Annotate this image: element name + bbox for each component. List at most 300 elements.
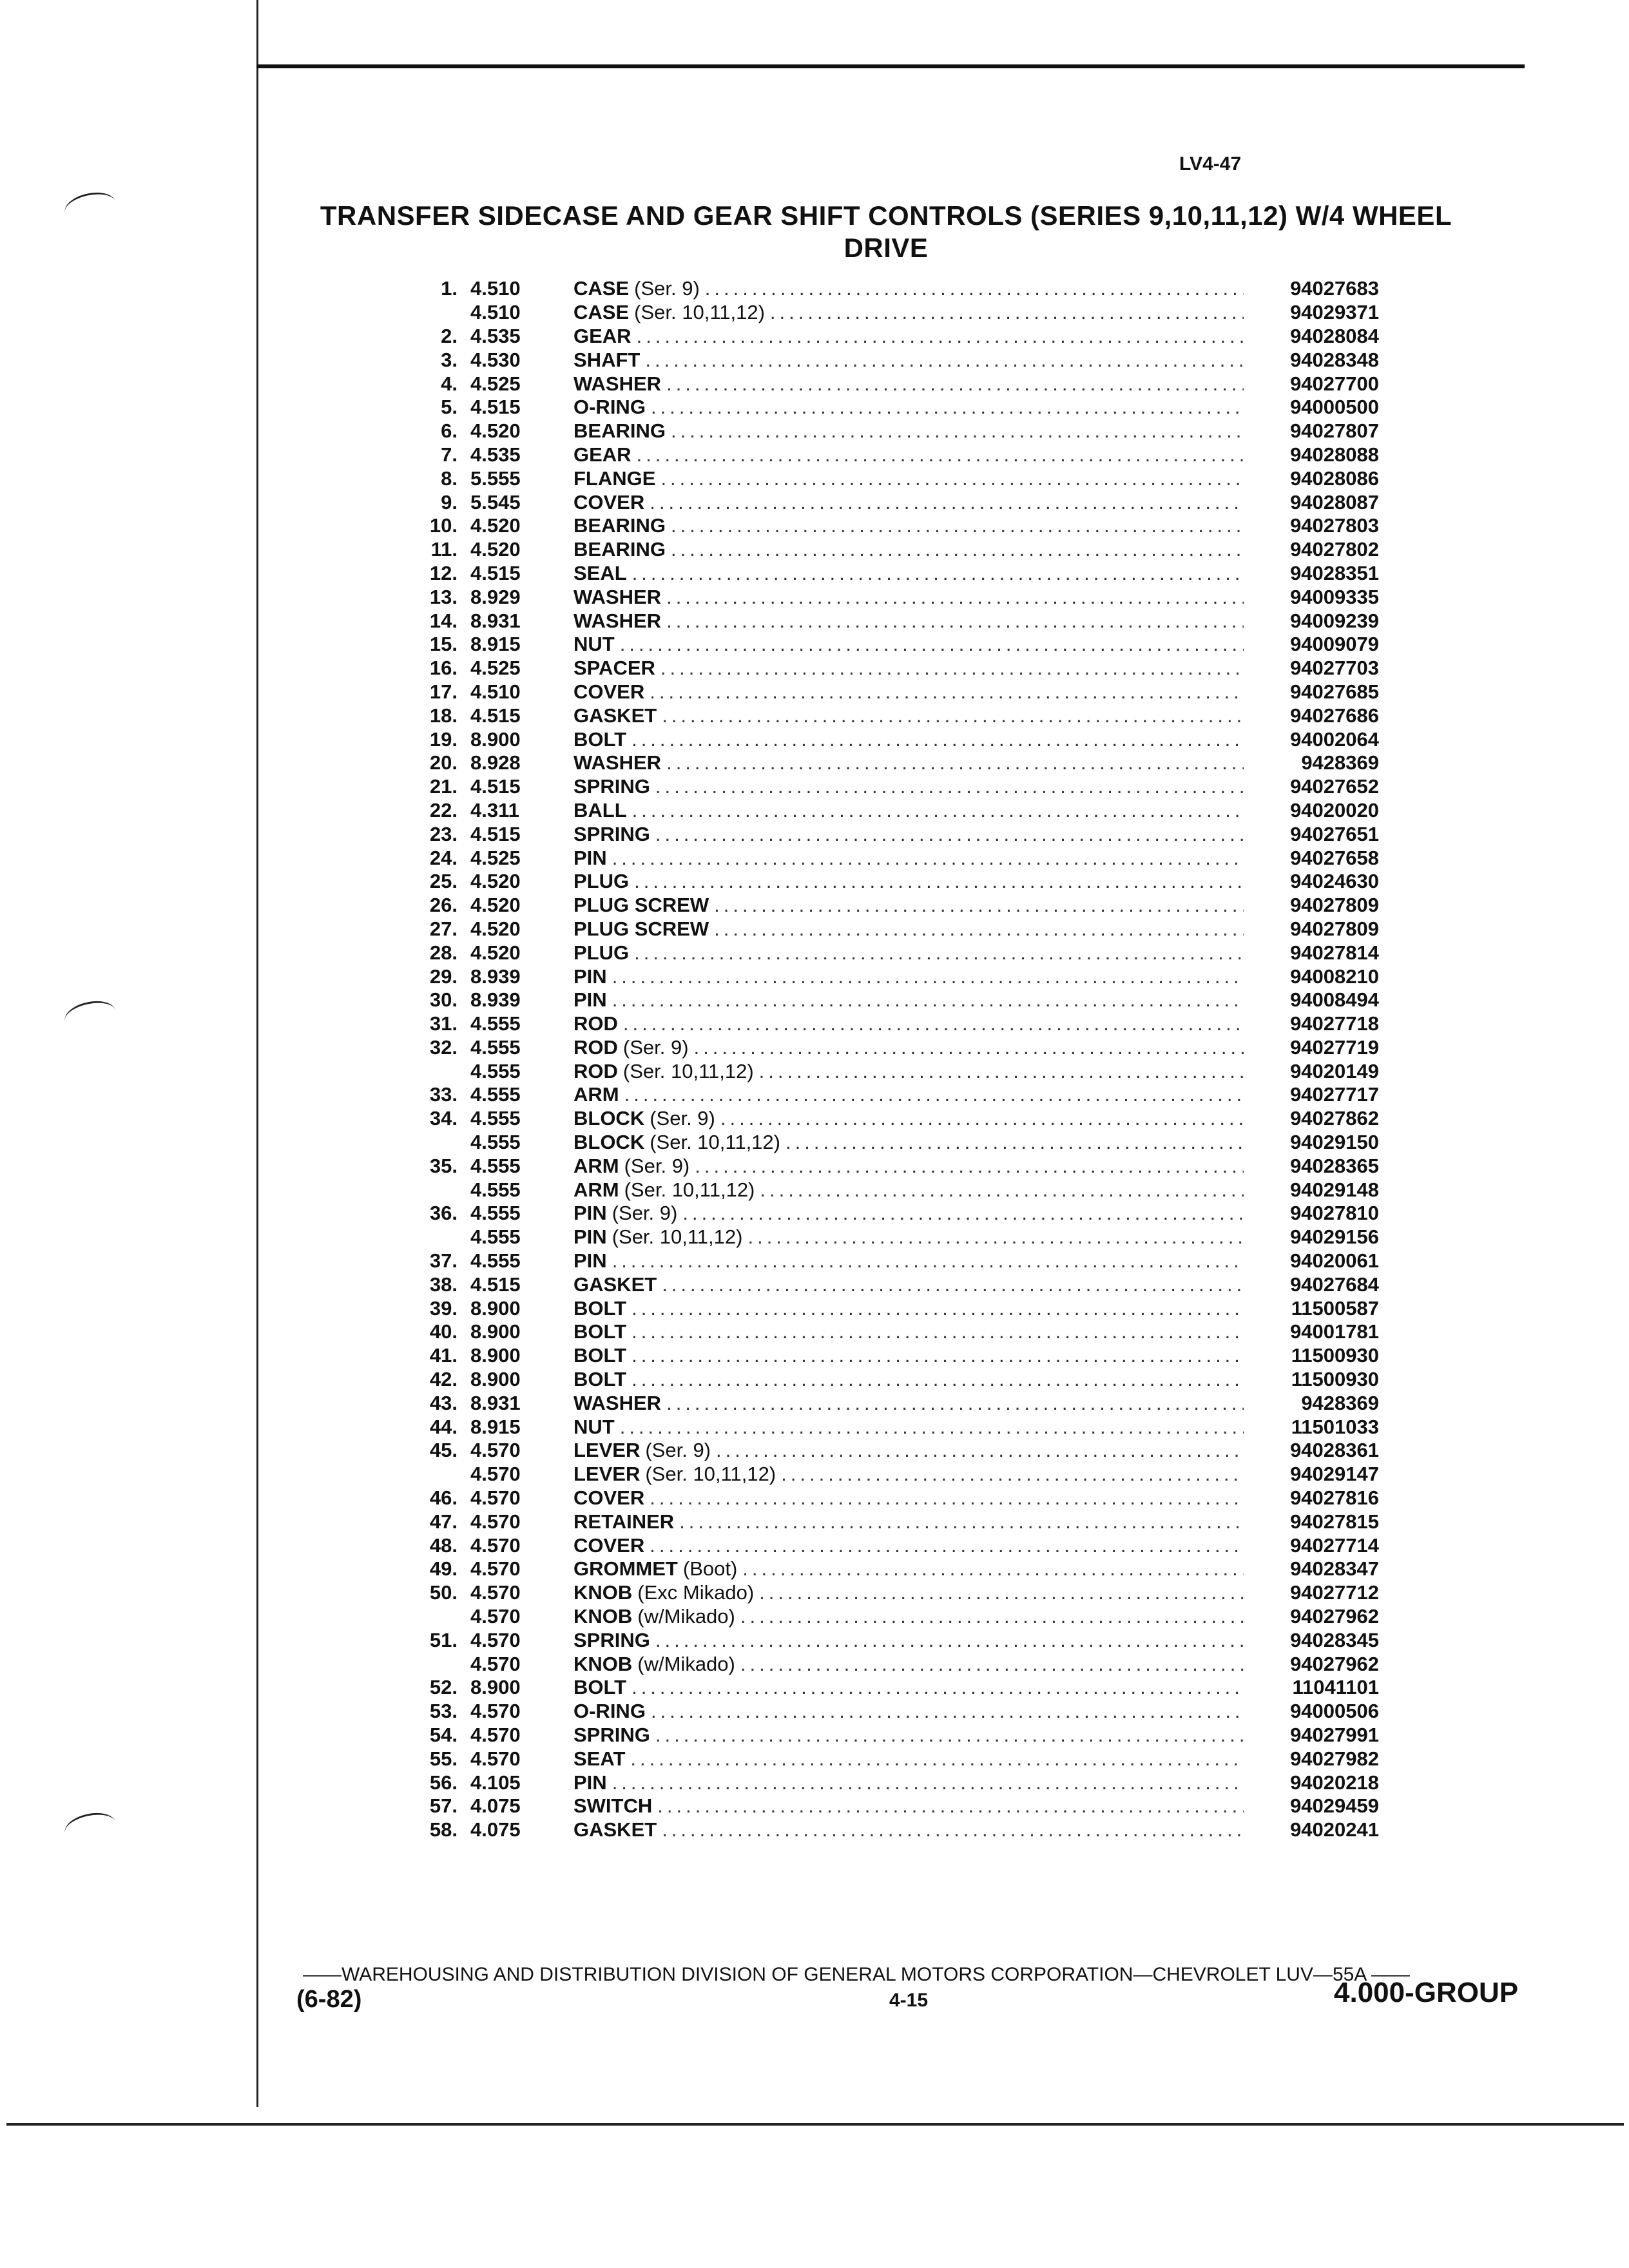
group-number: 4.515 [470,561,521,584]
group-number: 8.915 [470,1415,521,1438]
part-name: SPRING [574,1628,650,1651]
item-number: 23. [429,822,458,845]
leader-dots [631,1320,1244,1343]
item-number: 7. [441,443,458,466]
leader-dots [666,610,1244,633]
group-number: 4.570 [470,1747,521,1770]
item-number: 19. [429,727,458,751]
part-description [561,1486,1244,1510]
leader-dots [624,1083,1244,1106]
leader-dots [630,1747,1244,1771]
part-name: SPRING [574,775,650,798]
part-number: 94027719 [1290,1035,1379,1059]
part-name: KNOB [574,1605,633,1628]
part-description [561,965,1244,988]
leader-dots [631,1368,1244,1391]
part-name: PLUG SCREW [574,917,709,940]
item-number: 16. [429,657,458,680]
leader-dots [666,372,1244,396]
leader-dots [682,1202,1244,1225]
item-number: 55. [429,1747,458,1770]
parts-row [400,1249,1379,1273]
parts-row [400,1154,1379,1178]
group-number: 4.510 [470,301,521,324]
item-number: 27. [429,917,458,940]
part-name: PIN [574,988,607,1012]
part-name: BALL [574,798,627,822]
part-name: BOLT [574,1676,627,1699]
part-note: (w/Mikado) [637,1605,735,1628]
part-description [561,1392,1244,1415]
group-number: 4.510 [470,680,521,703]
part-name: CASE [574,301,630,324]
group-number: 8.931 [470,609,521,632]
part-name: KNOB [574,1581,633,1604]
part-description [561,1297,1244,1320]
part-number: 94029150 [1290,1131,1379,1154]
part-number: 94027717 [1290,1083,1379,1106]
part-description [561,799,1244,822]
item-number: 22. [429,798,458,822]
leader-dots [612,1249,1244,1273]
part-description [561,586,1244,609]
leader-dots [720,1107,1244,1130]
part-name: SPRING [574,822,650,845]
part-description [561,1653,1244,1676]
part-number: 94028086 [1290,466,1379,490]
group-number: 4.570 [470,1700,521,1723]
part-name: ARM [574,1154,619,1177]
group-number: 8.928 [470,751,521,774]
item-number: 43. [429,1391,458,1414]
group-number: 4.535 [470,324,521,347]
part-description [561,1178,1244,1202]
group-number: 4.555 [470,1012,521,1035]
part-name: COVER [574,680,645,703]
part-description [561,1368,1244,1391]
leader-dots [612,1771,1244,1794]
leader-dots [759,1581,1244,1604]
item-number: 31. [429,1012,458,1035]
group-number: 4.555 [470,1107,521,1130]
parts-row [400,918,1379,941]
parts-list [400,277,1379,1842]
part-description [561,847,1244,870]
leader-dots [623,1012,1244,1035]
part-description [561,419,1244,443]
part-number: 94028345 [1290,1628,1379,1651]
parts-row [400,633,1379,657]
part-number: 94029147 [1290,1463,1379,1486]
group-number: 4.570 [470,1533,521,1557]
parts-row [400,466,1379,490]
part-number: 94029156 [1290,1225,1379,1249]
part-number: 94027991 [1290,1724,1379,1746]
group-number: 5.545 [470,490,521,514]
binder-hole-mark [62,997,118,1035]
part-name: BOLT [574,1368,627,1391]
part-description [561,751,1244,774]
part-number: 11500587 [1291,1296,1379,1320]
item-number: 38. [429,1273,458,1296]
part-number: 94027700 [1290,372,1379,395]
part-number: 94008210 [1290,965,1379,988]
group-number: 8.900 [470,727,521,751]
item-number: 18. [429,704,458,727]
parts-row [400,1818,1379,1842]
item-number: 17. [429,680,458,703]
page-title-line-1: TRANSFER SIDECASE AND GEAR SHIFT CONTROLS (SERIES 9,10,11,12) W/4 WHEEL [320,200,1452,231]
group-number: 4.075 [470,1794,521,1818]
parts-row [400,1581,1379,1605]
part-name: PLUG [574,941,630,964]
part-description [561,823,1244,846]
part-number: 94020218 [1290,1771,1379,1794]
group-number: 4.570 [470,1557,521,1581]
part-number: 94009239 [1290,609,1379,632]
part-description [561,325,1244,348]
part-description [561,1131,1244,1154]
group-number: 8.900 [470,1676,521,1699]
page-title [264,200,1508,264]
leader-dots [781,1463,1244,1486]
part-number: 94027703 [1290,657,1379,680]
part-name: PLUG SCREW [574,894,709,917]
group-number: 8.939 [470,988,521,1012]
part-number: 94020149 [1290,1059,1379,1082]
part-number: 94027685 [1290,680,1379,703]
binder-margin-line [256,0,258,2107]
parts-row [400,348,1379,372]
item-number: 36. [429,1202,458,1225]
part-name: SHAFT [574,348,641,371]
leader-dots [650,680,1244,704]
part-name: SEAL [574,561,627,584]
item-number: 30. [429,988,458,1012]
part-description [561,680,1244,704]
page-code: LV4-47 [1179,153,1242,175]
footer-page-number: 4-15 [889,1990,929,2011]
leader-dots [655,1724,1244,1747]
part-name: WASHER [574,1391,662,1414]
part-description [561,1249,1244,1273]
part-number: 94029371 [1290,301,1379,324]
item-number: 41. [429,1344,458,1367]
part-description [561,704,1244,727]
parts-row [400,727,1379,751]
leader-dots [612,847,1244,870]
item-number: 28. [429,941,458,964]
group-number: 8.939 [470,965,521,988]
leader-dots [620,1416,1244,1439]
part-name: BEARING [574,514,666,537]
part-description [561,1724,1244,1747]
parts-row [400,396,1379,419]
part-description [561,467,1244,490]
part-number: 94008494 [1290,988,1379,1012]
part-description [561,1155,1244,1178]
parts-row [400,1747,1379,1771]
part-number: 11500930 [1291,1368,1379,1391]
part-name: GASKET [574,1818,657,1841]
part-name: ROD [574,1035,618,1059]
part-note: (Ser. 10,11,12) [634,301,765,324]
parts-row [400,1463,1379,1486]
part-note: (Ser. 10,11,12) [612,1225,743,1249]
part-description [561,1700,1244,1723]
page-title-line-2: DRIVE [843,233,929,263]
parts-row [400,419,1379,443]
group-number: 4.515 [470,1273,521,1296]
part-name: GASKET [574,704,657,727]
part-number: 11501033 [1291,1415,1379,1438]
group-number: 4.570 [470,1581,521,1604]
item-number: 45. [429,1439,458,1462]
part-note: (w/Mikado) [637,1652,735,1675]
parts-row [400,1652,1379,1676]
parts-row [400,965,1379,988]
group-number: 4.520 [470,941,521,964]
part-number: 94027651 [1290,822,1379,845]
item-number: 6. [441,419,458,443]
item-number: 9. [441,490,458,514]
part-description [561,1581,1244,1604]
leader-dots [620,633,1244,656]
group-number: 4.311 [470,798,519,822]
parts-row [400,538,1379,562]
parts-row [400,1771,1379,1794]
part-note: (Boot) [682,1557,738,1581]
item-number: 48. [429,1533,458,1557]
part-number: 94027962 [1290,1605,1379,1628]
parts-row [400,609,1379,633]
parts-row [400,1036,1379,1060]
part-name: SEAT [574,1747,626,1770]
item-number: 3. [441,348,458,371]
part-description [561,562,1244,585]
parts-row [400,751,1379,775]
group-number: 4.555 [470,1083,521,1106]
part-number: 94027982 [1290,1747,1379,1770]
part-description [561,1510,1244,1533]
part-description [561,988,1244,1012]
part-note: (Ser. 10,11,12) [624,1178,755,1201]
item-number: 11. [430,538,458,561]
group-number: 4.510 [470,277,521,300]
part-name: KNOB [574,1652,633,1675]
part-name: BLOCK [574,1131,645,1154]
leader-dots [671,538,1244,561]
part-description [561,657,1244,680]
item-number: 34. [429,1107,458,1130]
part-description [561,1463,1244,1486]
leader-dots [679,1510,1244,1533]
group-number: 4.520 [470,894,521,917]
parts-row [400,1225,1379,1249]
leader-dots [631,1344,1244,1367]
parts-row [400,704,1379,727]
leader-dots [740,1605,1244,1628]
part-description [561,1747,1244,1771]
part-name: BOLT [574,1296,627,1320]
part-name: O-RING [574,1700,646,1723]
parts-row [400,1131,1379,1155]
group-number: 4.520 [470,870,521,893]
group-number: 4.515 [470,704,521,727]
leader-dots [660,467,1244,490]
part-description [561,728,1244,751]
part-note: (Exc Mikado) [637,1581,755,1604]
leader-dots [631,1297,1244,1320]
part-description [561,396,1244,419]
part-description [561,1320,1244,1343]
item-number: 57. [429,1794,458,1818]
leader-dots [637,325,1244,348]
leader-dots [651,396,1244,419]
group-number: 4.075 [470,1818,521,1841]
leader-dots [705,277,1244,300]
leader-dots [786,1131,1244,1154]
part-name: SPACER [574,657,655,680]
parts-row [400,1510,1379,1533]
parts-row [400,822,1379,846]
group-number: 4.515 [470,822,521,845]
part-name: COVER [574,1533,645,1557]
part-description [561,538,1244,561]
part-note: (Ser. 10,11,12) [650,1131,780,1154]
leader-dots [760,1178,1244,1202]
item-number: 29. [429,965,458,988]
part-name: WASHER [574,609,662,632]
item-number: 46. [429,1486,458,1510]
leader-dots [671,419,1244,443]
part-number: 94027815 [1290,1510,1379,1533]
part-description [561,514,1244,537]
group-number: 8.900 [470,1368,521,1391]
leader-dots [666,586,1244,609]
item-number: 24. [429,846,458,869]
item-number: 33. [429,1083,458,1106]
group-number: 4.105 [470,1771,521,1794]
item-number: 25. [429,870,458,893]
item-number: 51. [429,1628,458,1651]
part-description [561,894,1244,917]
group-number: 8.900 [470,1344,521,1367]
leader-dots [671,514,1244,537]
part-note: (Ser. 9) [634,277,700,300]
part-description [561,918,1244,941]
item-number: 40. [429,1320,458,1343]
leader-dots [694,1036,1244,1059]
part-number: 9428369 [1301,1391,1379,1414]
parts-row [400,562,1379,586]
part-description [561,301,1244,324]
part-number: 94020061 [1290,1249,1379,1273]
part-number: 94027718 [1290,1012,1379,1035]
parts-row [400,490,1379,514]
item-number: 32. [429,1035,458,1059]
parts-row [400,1107,1379,1131]
parts-row [400,846,1379,870]
leader-dots [634,870,1244,893]
parts-row [400,1676,1379,1700]
item-number: 39. [429,1296,458,1320]
part-note: (Ser. 9) [645,1439,711,1462]
top-rule [256,64,1525,68]
part-name: PIN [574,846,607,869]
group-number: 4.570 [470,1439,521,1462]
parts-row [400,1296,1379,1320]
part-number: 94029148 [1290,1178,1379,1201]
leader-dots [759,1060,1244,1083]
bottom-rule [6,2123,1624,2126]
parts-row [400,870,1379,894]
part-number: 94027810 [1290,1202,1379,1225]
parts-row [400,514,1379,538]
group-number: 4.520 [470,917,521,940]
parts-row [400,1320,1379,1344]
leader-dots [637,443,1244,466]
group-number: 4.525 [470,846,521,869]
item-number: 21. [429,775,458,798]
leader-dots [645,349,1244,372]
group-number: 4.555 [470,1249,521,1273]
parts-row [400,1533,1379,1557]
part-note: (Ser. 10,11,12) [622,1059,754,1082]
group-number: 4.555 [470,1059,521,1082]
group-number: 4.570 [470,1463,521,1486]
leader-dots [666,751,1244,774]
part-description [561,870,1244,893]
item-number: 35. [429,1154,458,1177]
group-number: 4.570 [470,1652,521,1675]
part-number: 94027686 [1290,704,1379,727]
part-description [561,633,1244,656]
leader-dots [714,918,1244,941]
item-number: 44. [429,1415,458,1438]
group-number: 4.570 [470,1510,521,1533]
item-number: 47. [429,1510,458,1533]
part-description [561,349,1244,372]
part-number: 94027714 [1290,1533,1379,1557]
parts-row [400,443,1379,467]
part-description [561,1818,1244,1841]
parts-row [400,1794,1379,1818]
item-number: 42. [429,1368,458,1391]
group-number: 4.530 [470,348,521,371]
part-number: 94028365 [1290,1154,1379,1177]
item-number: 58. [429,1818,458,1841]
group-number: 4.555 [470,1035,521,1059]
item-number: 12. [429,561,458,584]
part-number: 9428369 [1301,751,1379,774]
leader-dots [657,1794,1244,1818]
parts-row [400,1605,1379,1629]
group-number: 4.515 [470,775,521,798]
parts-row [400,1083,1379,1107]
part-name: PIN [574,1202,607,1225]
part-name: COVER [574,490,645,514]
parts-row [400,1344,1379,1368]
leader-dots [612,988,1244,1012]
part-number: 94002064 [1290,727,1379,751]
parts-row [400,988,1379,1012]
leader-dots [742,1557,1244,1581]
parts-row [400,277,1379,301]
group-number: 4.520 [470,419,521,443]
leader-dots [747,1225,1244,1249]
part-number: 94029459 [1290,1794,1379,1818]
